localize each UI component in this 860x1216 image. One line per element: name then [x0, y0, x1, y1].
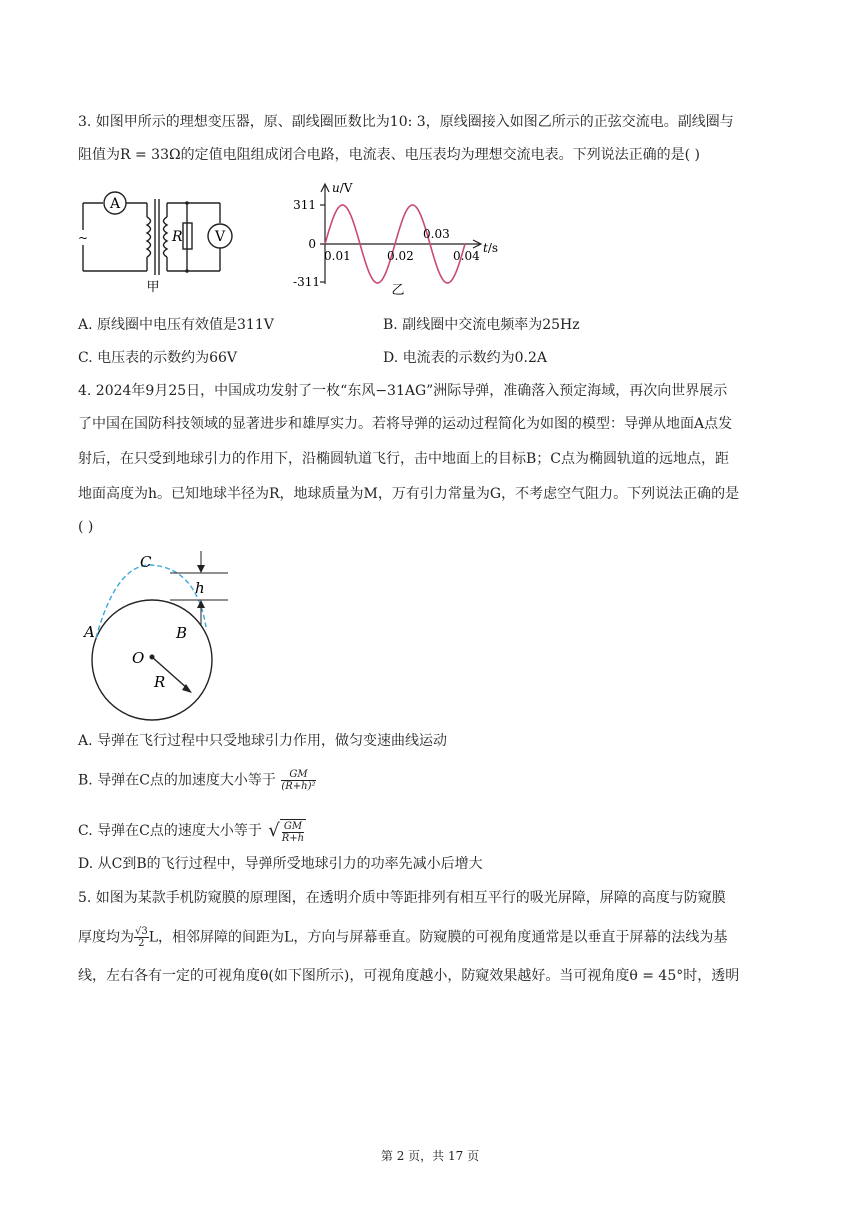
q4-option-a: A. 导弹在飞行过程中只受地球引力作用，做匀变速曲线运动	[78, 733, 448, 749]
q4-option-b-text: B. 导弹在C点的加速度大小等于	[78, 772, 276, 789]
q3-option-b: B. 副线圈中交流电频率为25Hz	[383, 317, 580, 333]
ammeter-label: A	[109, 196, 121, 212]
transformer-circuit-figure	[75, 185, 245, 295]
voltmeter-label: V	[214, 229, 226, 245]
q5-line-2a: 厚度均为	[78, 929, 134, 946]
x-axis-label: t/s	[483, 241, 499, 255]
q3-option-d: D. 电流表的示数约为0.2A	[383, 350, 548, 366]
y-tick-0: 0	[308, 237, 316, 251]
fraction-numerator: GM	[281, 769, 315, 781]
fraction-denominator: (R+h)²	[281, 781, 316, 792]
q3-line-2: 阻值为R = 33Ω的定值电阻组成闭合电路，电流表、电压表均为理想交流电表。下列说法正确的是( )	[78, 147, 700, 163]
point-c-label: C	[140, 553, 152, 571]
fraction-numerator: √3	[135, 926, 148, 937]
elliptical-orbit-dashed	[96, 565, 206, 638]
ac-source-symbol: ~	[78, 231, 89, 245]
sqrt-symbol: √	[268, 820, 280, 841]
sine-voltage-figure	[290, 178, 520, 298]
page-footer: 第 2 页，共 17 页	[380, 1149, 480, 1163]
point-a-label: A	[84, 623, 95, 641]
y-tick-minus-311: -311	[293, 275, 320, 289]
center-o-label: O	[132, 649, 145, 667]
q4-option-c-fraction	[280, 819, 306, 844]
figure-jia-label: 甲	[146, 280, 160, 295]
x-tick-001: 0.01	[324, 249, 351, 263]
q4-line-3: 射后，在只受到地球引力的作用下，沿椭圆轨道飞行，击中地面上的目标B；C点为椭圆轨道的远地点，距	[78, 451, 729, 467]
q5-line-3: 线，左右各有一定的可视角度θ(如下图所示)，可视角度越小，防窥效果越好。当可视角度θ = 45°时，透明	[78, 968, 740, 984]
radius-r-label: R	[154, 673, 166, 691]
fraction-denominator: R+h	[281, 832, 305, 844]
q4-line-4: 地面高度为h。已知地球半径为R，地球质量为M，万有引力常量为G，不考虑空气阻力。下列说法正确的是	[78, 486, 740, 502]
q4-option-c	[78, 816, 306, 846]
figure-yi-label: 乙	[391, 283, 405, 298]
x-tick-004: 0.04	[453, 249, 480, 263]
q5-line-2b: L，相邻屏障的间距为L，方向与屏幕垂直。防窥膜的可视角度通常是以垂直于屏幕的法线为基	[148, 929, 728, 946]
q3-line-1: 3. 如图甲所示的理想变压器，原、副线圈匝数比为10: 3，原线圈接入如图乙所示的正弦交流电。副线圈与	[78, 114, 734, 130]
q4-line-5: ( )	[78, 519, 94, 535]
q5-line-2	[78, 926, 727, 949]
x-tick-003: 0.03	[423, 227, 450, 241]
q4-option-c-text: C. 导弹在C点的速度大小等于	[78, 823, 262, 839]
q5-sqrt3-over-2	[134, 926, 149, 949]
q4-option-b-fraction	[281, 769, 315, 792]
fraction-denominator: 2	[138, 938, 145, 949]
q4-line-2: 了中国在国防科技领域的显著进步和雄厚实力。若将导弹的运动过程简化为如图的模型：导弹从地面A点发	[78, 416, 733, 432]
q3-option-c: C. 电压表的示数约为66V	[78, 350, 238, 366]
q4-option-d: D. 从C到B的飞行过程中，导弹所受地球引力的功率先减小后增大	[78, 856, 483, 872]
q5-line-1: 5. 如图为某款手机防窥膜的原理图，在透明介质中等距排列有相互平行的吸光屏障，屏障的高度与防窥膜	[78, 890, 726, 906]
y-tick-311: 311	[293, 198, 316, 212]
x-tick-002: 0.02	[387, 249, 414, 263]
q4-option-b	[78, 769, 316, 792]
height-h-label: h	[195, 579, 205, 597]
orbit-figure	[78, 545, 238, 725]
y-axis-label: u/V	[332, 181, 353, 195]
point-b-label: B	[176, 624, 188, 642]
q4-line-1: 4. 2024年9月25日，中国成功发射了一枚“东风−31AG”洲际导弹，准确落入预定海域，再次向世界展示	[78, 383, 728, 399]
q3-option-a: A. 原线圈中电压有效值是311V	[78, 317, 274, 333]
resistor-label: R	[172, 229, 183, 245]
fraction-numerator: GM	[282, 821, 304, 833]
